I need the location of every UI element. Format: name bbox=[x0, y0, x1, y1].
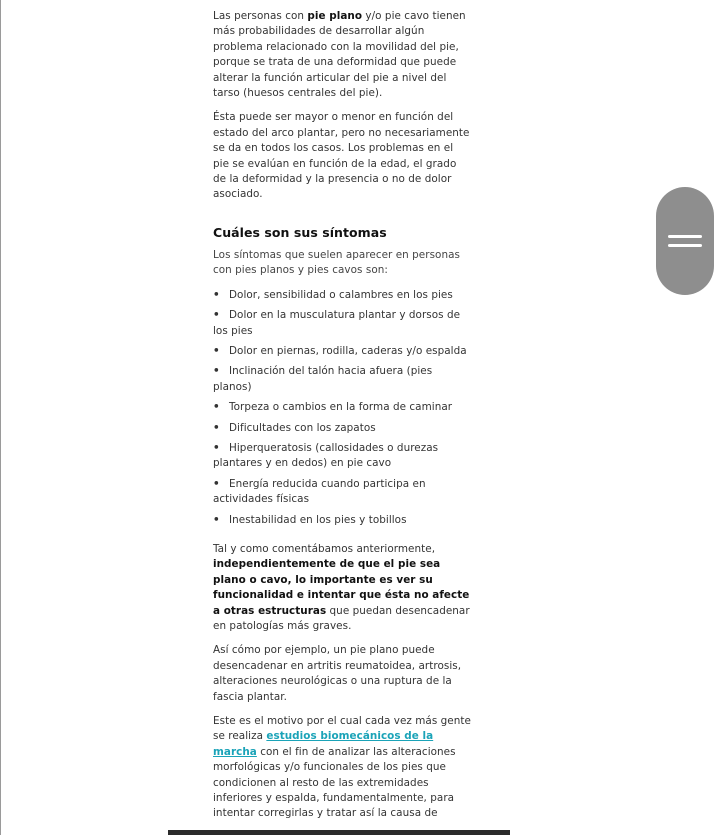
list-item-text: Inclinación del talón hacia afuera (pies planos) bbox=[213, 365, 433, 393]
paragraph-biomechanics bbox=[213, 714, 471, 822]
bullet-icon: • bbox=[213, 344, 220, 357]
list-item bbox=[213, 441, 471, 472]
bullet-icon: • bbox=[213, 421, 220, 434]
list-item bbox=[213, 400, 471, 415]
bullet-icon: • bbox=[213, 441, 220, 454]
paragraph-text: con el fin de analizar las alteraciones morfológicas y/o funcionales de los pies que condicionen al resto de las extremidades inferiores y espalda, fundamentalmente, para intentar corregirlas y tratar así la causa de bbox=[213, 745, 456, 820]
scroll-handle[interactable] bbox=[656, 187, 714, 295]
bullet-icon: • bbox=[213, 365, 220, 378]
article-body bbox=[213, 9, 471, 831]
list-item-text: Energía reducida cuando participa en actividades físicas bbox=[213, 477, 426, 506]
symptoms-list bbox=[213, 288, 471, 528]
paragraph-text: Las personas con bbox=[213, 10, 308, 22]
list-item bbox=[213, 477, 471, 508]
paragraph-text: Este es el motivo por el cual cada vez más gente se realiza bbox=[213, 715, 471, 743]
drag-handle-icon bbox=[668, 235, 702, 247]
grip-line bbox=[668, 244, 702, 247]
paragraph-text: y/o pie cavo tienen más probabilidades de desarrollar algún problema relacionado con la movilidad del pie, porque se trata de una deformidad que puede alterar la función articular del pie a nivel del tarso (huesos centrales del pie). bbox=[213, 10, 466, 100]
list-item-text: Dolor en la musculatura plantar y dorsos de los pies bbox=[213, 309, 461, 337]
list-item-text: Torpeza o cambios en la forma de caminar bbox=[229, 401, 453, 414]
biomechanics-link[interactable]: estudios biomecánicos de la marcha bbox=[213, 730, 434, 758]
paragraph-functionality bbox=[213, 542, 471, 634]
paragraph-text: que puedan desencadenar en patologías más graves. bbox=[213, 604, 470, 632]
grip-line bbox=[668, 235, 702, 238]
list-item-text: Hiperqueratosis (callosidades o durezas plantares y en dedos) en pie cavo bbox=[213, 441, 439, 470]
list-item bbox=[213, 421, 471, 436]
list-item bbox=[213, 364, 471, 395]
list-item-text: Dolor, sensibilidad o calambres en los pies bbox=[229, 288, 453, 301]
bold-text: independientemente de que el pie sea plano o cavo, lo importante es ver su funcionalidad e intentar que ésta no afecte a otras estructuras bbox=[213, 558, 470, 617]
bold-text: pie plano bbox=[307, 10, 363, 22]
paragraph-arch: Ésta puede ser mayor o menor en función del estado del arco plantar, pero no necesariamente se da en todos los casos. Los problemas en el pie se evalúan en función de la edad, el grado de la deformidad y la presencia o no de dolor asociado. bbox=[213, 111, 470, 201]
list-item bbox=[213, 513, 471, 528]
bottom-divider bbox=[168, 830, 510, 835]
list-item-text: Dificultades con los zapatos bbox=[229, 421, 376, 434]
bullet-icon: • bbox=[213, 513, 220, 526]
paragraph-intro bbox=[213, 9, 471, 101]
symptoms-intro: Los síntomas que suelen aparecer en personas con pies planos y pies cavos son: bbox=[213, 248, 460, 277]
bullet-icon: • bbox=[213, 477, 220, 490]
section-title: Cuáles son sus síntomas bbox=[213, 224, 387, 240]
bullet-icon: • bbox=[213, 288, 220, 301]
list-item bbox=[213, 308, 471, 339]
list-item-text: Dolor en piernas, rodilla, caderas y/o espalda bbox=[229, 344, 467, 357]
bullet-icon: • bbox=[213, 401, 220, 414]
left-border bbox=[0, 0, 1, 835]
paragraph-example: Así cómo por ejemplo, un pie plano puede desencadenar en artritis reumatoidea, artrosis, alteraciones neurológicas o una ruptura de la fascia plantar. bbox=[213, 644, 462, 703]
paragraph-text: Tal y como comentábamos anteriormente, bbox=[213, 542, 436, 555]
list-item bbox=[213, 344, 471, 359]
list-item bbox=[213, 288, 471, 303]
list-item-text: Inestabilidad en los pies y tobillos bbox=[229, 513, 407, 526]
bullet-icon: • bbox=[213, 309, 220, 322]
